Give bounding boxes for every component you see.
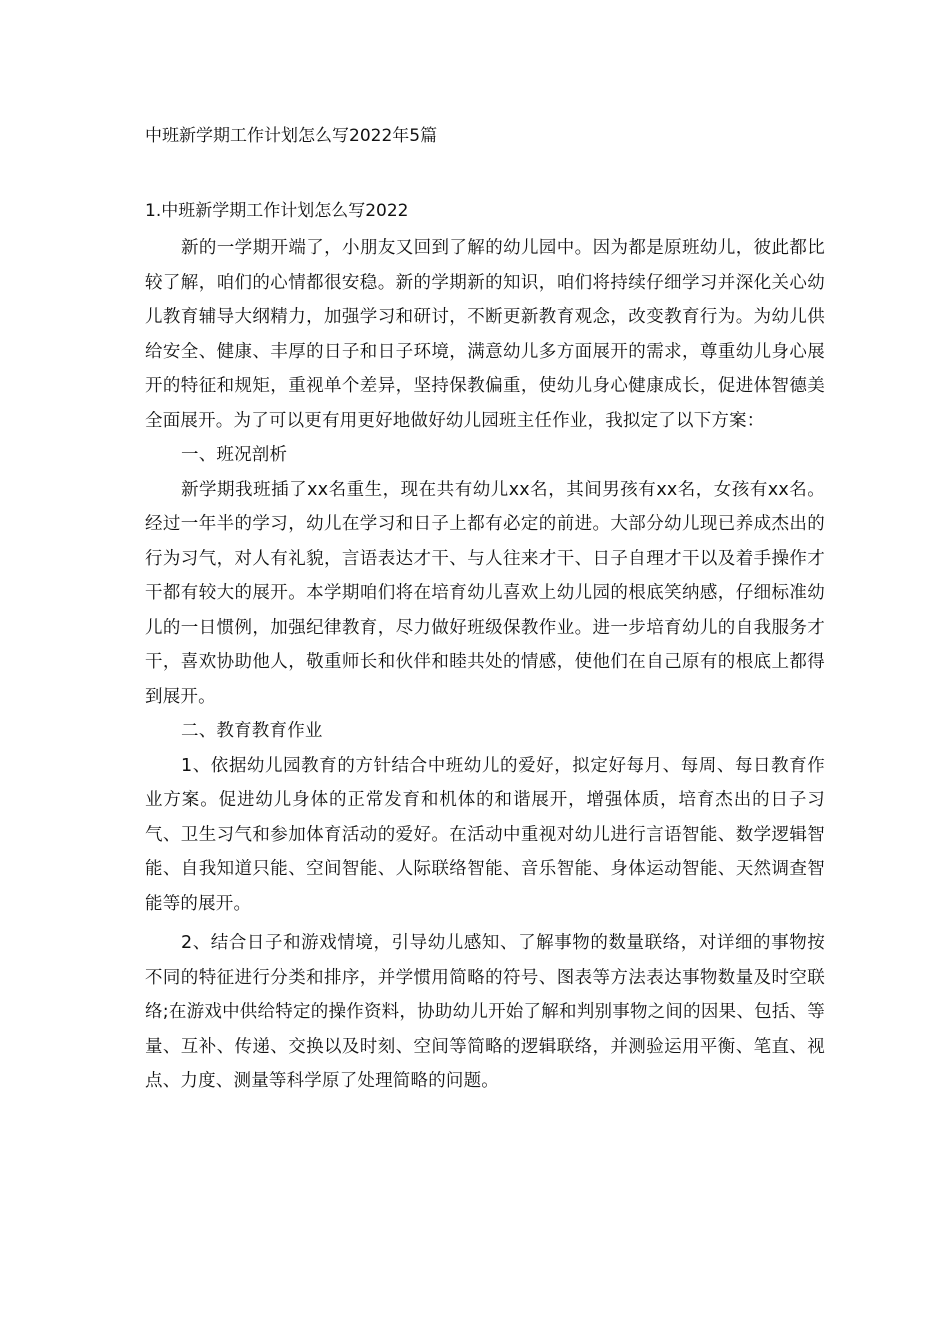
document-page xyxy=(145,0,825,1344)
paragraph-intro: 新的一学期开端了，小朋友又回到了解的幼儿园中。因为都是原班幼儿，彼此都比较了解，咱们的心情都很安稳。新的学期新的知识，咱们将持续仔细学习并深化关心幼儿教育辅导大纲精力，加强学习和研讨，不断更新教育观念，改变教育行为。为幼儿供给安全、健康、丰厚的日子和日子环境，满意幼儿多方面展开的需求，尊重幼儿身心展开的特征和规矩，重视单个差异，坚持保教偏重，使幼儿身心健康成长，促进体智德美全面展开。为了可以更有用更好地做好幼儿园班主任作业，我拟定了以下方案： xyxy=(145,238,825,431)
section-heading: 1.中班新学期工作计划怎么写2022 xyxy=(145,201,409,221)
paragraph-class-analysis: 新学期我班插了xx名重生，现在共有幼儿xx名，其间男孩有xx名，女孩有xx名。经过一年半的学习，幼儿在学习和日子上都有必定的前进。大部分幼儿现已养成杰出的行为习气，对人有礼貌，言语表达才干、与人往来才干、日子自理才干以及着手操作才干都有较大的展开。本学期咱们将在培育幼儿喜欢上幼儿园的根底笑纳感，仔细标准幼儿的一日惯例，加强纪律教育，尽力做好班级保教作业。进一步培育幼儿的自我服务才干，喜欢协助他人，敬重师长和伙伴和睦共处的情感，使他们在自己原有的根底上都得到展开。 xyxy=(145,479,825,707)
document-title: 中班新学期工作计划怎么写2022年5篇 xyxy=(145,126,438,146)
subheading-education-work: 二、教育教育作业 xyxy=(181,721,323,741)
document-body xyxy=(145,231,825,1099)
paragraph-item-1: 1、依据幼儿园教育的方针结合中班幼儿的爱好，拟定好每月、每周、每日教育作业方案。促进幼儿身体的正常发育和机体的和谐展开，增强体质，培育杰出的日子习气、卫生习气和参加体育活动的爱好。在活动中重视对幼儿进行言语智能、数学逻辑智能、自我知道只能、空间智能、人际联络智能、音乐智能、身体运动智能、天然调查智能等的展开。 xyxy=(145,755,825,914)
paragraph-item-2: 2、结合日子和游戏情境，引导幼儿感知、了解事物的数量联络，对详细的事物按不同的特征进行分类和排序，并学惯用简略的符号、图表等方法表达事物数量及时空联络;在游戏中供给特定的操作资料，协助幼儿开始了解和判别事物之间的因果、包括、等量、互补、传递、交换以及时刻、空间等简略的逻辑联络，并测验运用平衡、笔直、视点、力度、测量等科学原了处理简略的问题。 xyxy=(145,933,825,1091)
subheading-class-analysis: 一、班况剖析 xyxy=(181,445,288,465)
